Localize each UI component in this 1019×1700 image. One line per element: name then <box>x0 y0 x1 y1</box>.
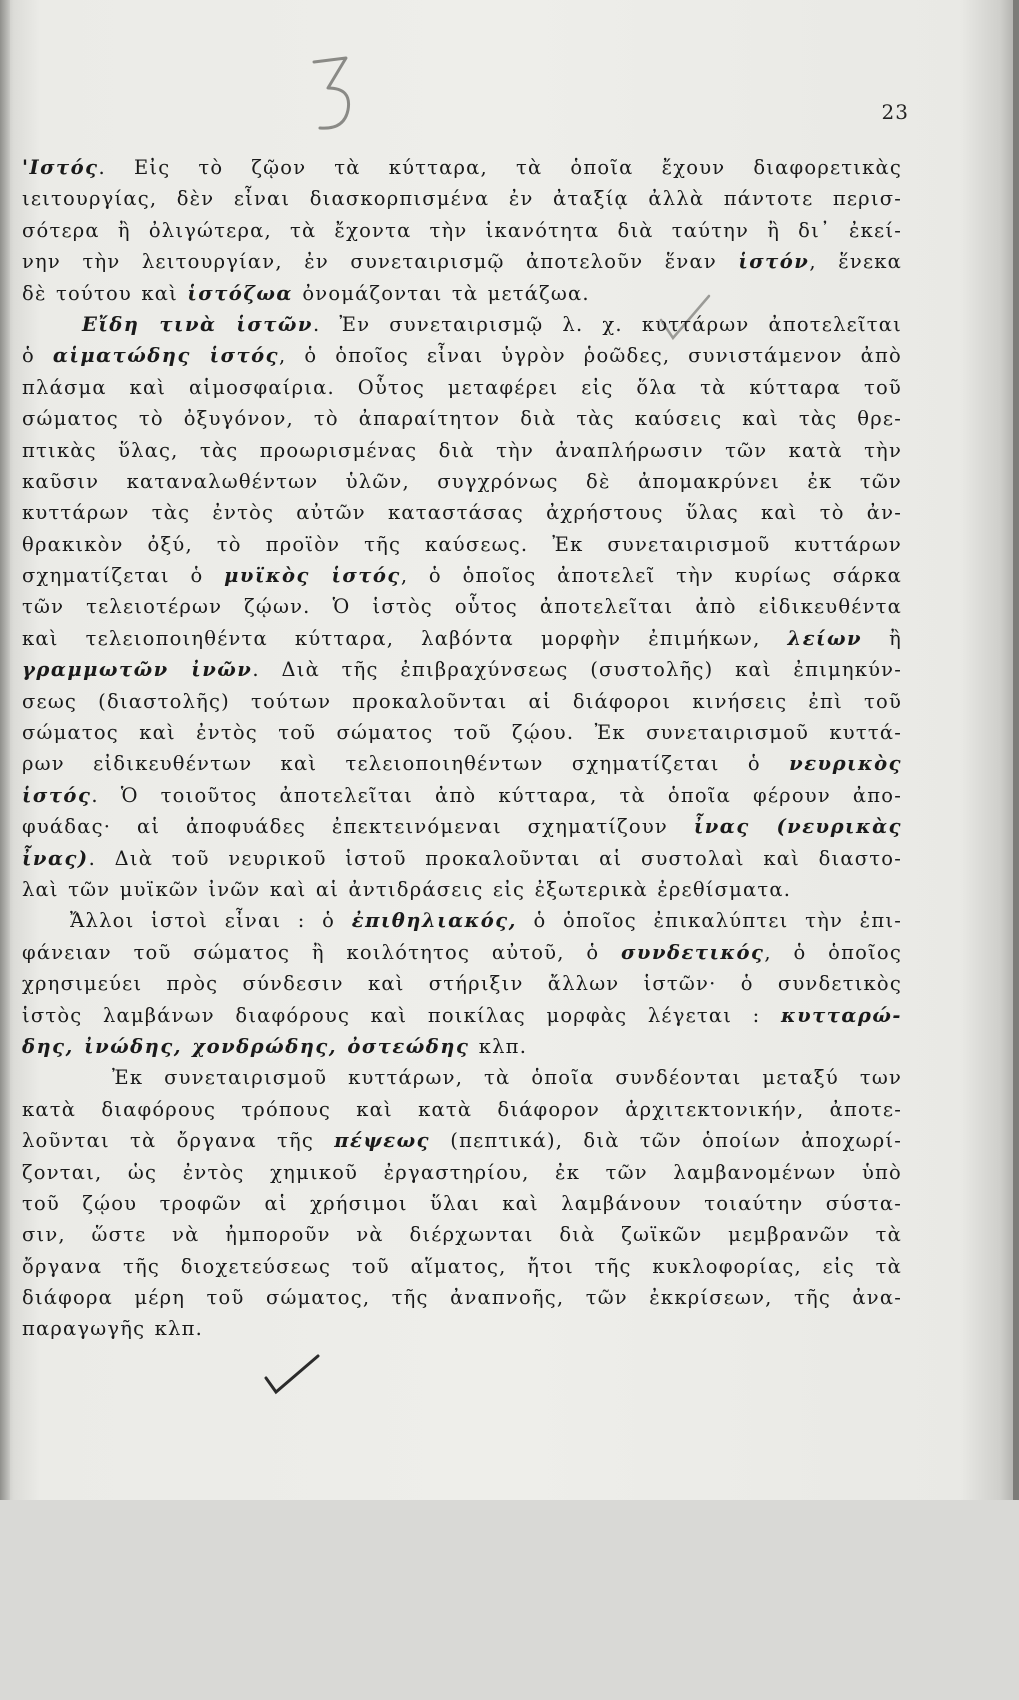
text-run: νην τὴν λειτουργίαν, ἐν συνεταιρισμῷ ἀποτελοῦν ἕναν <box>22 250 739 274</box>
text-run: ὁ <box>22 344 53 368</box>
text-line <box>22 215 902 246</box>
text-line <box>22 372 902 403</box>
text-line <box>22 686 902 717</box>
text-line <box>22 403 902 434</box>
text-line <box>22 1000 902 1031</box>
text-run: λαὶ τῶν μυϊκῶν ἰνῶν καὶ αἱ ἀντιδράσεις εἰς ἐξωτερικὰ ἐρεθίσματα. <box>22 877 792 901</box>
text-line <box>22 309 902 340</box>
emphasized-term: ἶνας (νευρικὰς <box>693 815 902 839</box>
text-run: ζονται, ὡς ἐντὸς χημικοῦ ἐργαστηρίου, ἐκ τῶν λαμβανομένων ὑπὸ <box>22 1160 902 1184</box>
text-line <box>22 340 902 371</box>
text-run: , ἕνεκα <box>809 250 902 274</box>
text-line <box>22 497 902 528</box>
text-line <box>22 968 902 999</box>
text-run: διάφορα μέρη τοῦ σώματος, τῆς ἀναπνοῆς, τῶν ἐκκρίσεων, τῆς ἀνα- <box>22 1286 902 1310</box>
text-line <box>22 466 902 497</box>
text-line <box>22 278 902 309</box>
emphasized-term: μυϊκὸς ἱστός <box>224 564 401 588</box>
emphasized-term: ἱστόζωα <box>187 281 293 305</box>
text-run: . Ἐν συνεταιρισμῷ λ. χ. κυττάρων ἀποτελεῖται <box>312 312 902 336</box>
text-line <box>22 623 902 654</box>
text-run: χρησιμεύει πρὸς σύνδεσιν καὶ στήριξιν ἄλλων ἱστῶν· ὁ συνδετικὸς <box>22 972 902 996</box>
text-run: ρων εἰδικευθέντων καὶ τελειοποιηθέντων σχηματίζεται ὁ <box>22 752 790 776</box>
checkmark-icon <box>262 1352 322 1398</box>
text-run: ὀνομάζονται τὰ μετάζωα. <box>292 281 590 305</box>
text-line <box>22 591 902 622</box>
text-run: σώματος τὸ ὀξυγόνον, τὸ ἀπαραίτητον διὰ τὰς καύσεις καὶ τὰς θρε- <box>22 407 902 431</box>
text-line <box>22 1062 902 1093</box>
emphasized-term: γραμμωτῶν ἰνῶν <box>22 658 253 682</box>
text-line <box>22 1125 902 1156</box>
emphasized-term: λείων <box>787 626 863 650</box>
emphasized-term: κυτταρώ- <box>780 1003 902 1027</box>
text-line <box>22 843 902 874</box>
emphasized-term: ἶνας) <box>22 846 89 870</box>
text-line <box>22 748 902 779</box>
text-run: θρακικὸν ὀξύ, τὸ προϊὸν τῆς καύσεως. Ἐκ συνεταιρισμοῦ κυττάρων <box>22 532 902 556</box>
text-run: φυάδας· αἱ ἀποφυάδες ἐπεκτεινόμεναι σχηματίζουν <box>22 815 694 839</box>
text-line <box>22 654 902 685</box>
text-run: . Διὰ τοῦ νευρικοῦ ἱστοῦ προκαλοῦνται αἱ συστολαὶ καὶ διαστο- <box>88 846 902 870</box>
page-number: 23 <box>881 100 909 124</box>
text-run: ἢ <box>862 626 902 650</box>
text-run: ἱστὸς λαμβάνων διαφόρους καὶ ποικίλας μορφὰς λέγεται : <box>22 1003 781 1027</box>
text-run: δὲ τούτου καὶ <box>22 281 188 305</box>
text-run: Ἐκ συνεταιρισμοῦ κυττάρων, τὰ ὁποῖα συνδέονται μεταξύ των <box>112 1066 902 1090</box>
emphasized-term: ἱστόν <box>738 250 810 274</box>
text-run: ὁ ὁποῖος ἐπικαλύπτει τὴν ἐπι- <box>516 909 902 933</box>
page-edge <box>1013 0 1019 1500</box>
text-run: πτικὰς ὕλας, τὰς προωρισμένας διὰ τὴν ἀναπλήρωσιν τῶν κατὰ τὴν <box>22 438 902 462</box>
text-line <box>22 435 902 466</box>
emphasized-term: Εἴδη τινὰ ἱστῶν <box>82 312 313 336</box>
text-line <box>22 717 902 748</box>
text-run: λοῦνται τὰ ὄργανα τῆς <box>22 1129 335 1153</box>
text-run: ιειτουργίας, δὲν εἶναι διασκορπισμένα ἐν ἀταξίᾳ ἀλλὰ πάντοτε περισ- <box>22 187 902 211</box>
emphasized-term: 'Ιστός <box>22 156 99 179</box>
text-run: . Ὁ τοιοῦτος ἀποτελεῖται ἀπὸ κύτταρα, τὰ ὁποῖα φέρουν ἀπο- <box>91 783 902 807</box>
emphasized-term: συνδετικός <box>621 940 765 964</box>
emphasized-term: πέψεως <box>334 1129 431 1153</box>
text-line <box>22 874 902 905</box>
text-run: φάνειαν τοῦ σώματος ἢ κοιλότητος αὐτοῦ, ὁ <box>22 940 622 964</box>
text-run: , ὁ ὁποῖος εἶναι ὑγρὸν ῥοῶδες, συνιστάμενον ἀπὸ <box>278 344 902 368</box>
text-run: σχηματίζεται ὁ <box>22 564 225 588</box>
text-run: κυττάρων τὰς ἐντὸς αὐτῶν καταστάσας ἀχρήστους ὕλας καὶ τὸ ἀν- <box>22 501 902 525</box>
emphasized-term: δης, ἰνώδης, χονδρώδης, ὀστεώδης <box>22 1034 470 1058</box>
emphasized-term: ἐπιθηλιακός, <box>351 909 517 933</box>
text-run: , ὁ ὁποῖος ἀποτελεῖ τὴν κυρίως σάρκα <box>400 564 902 588</box>
text-line <box>22 937 902 968</box>
text-line <box>22 1313 902 1344</box>
text-run: ὄργανα τῆς διοχετεύσεως τοῦ αἵματος, ἤτοι τῆς κυκλοφορίας, εἰς τὰ <box>22 1254 902 1278</box>
text-line <box>22 152 902 183</box>
binding-edge <box>0 0 10 1500</box>
pencil-margin-note <box>300 48 370 138</box>
checkmark-icon <box>258 1660 298 1700</box>
text-run: Ἄλλοι ἱστοὶ εἶναι : ὁ <box>70 909 352 933</box>
text-line <box>22 529 902 560</box>
text-run: κατὰ διαφόρους τρόπους καὶ κατὰ διάφορον ἀρχιτεκτονικήν, ἀποτε- <box>22 1097 902 1121</box>
body-text <box>22 152 902 1345</box>
text-run: κλπ. <box>469 1034 528 1058</box>
text-run: (πεπτικά), διὰ τῶν ὁποίων ἀποχωρί- <box>430 1129 902 1153</box>
text-run: παραγωγῆς κλπ. <box>22 1317 203 1341</box>
text-run: σώματος καὶ ἐντὸς τοῦ σώματος τοῦ ζῴου. Ἐκ συνεταιρισμοῦ κυττά- <box>22 721 902 745</box>
text-run: τοῦ ζῴου τροφῶν αἱ χρήσιμοι ὕλαι καὶ λαμβάνουν τοιαύτην σύστα- <box>22 1191 902 1215</box>
text-line <box>22 1188 902 1219</box>
text-run: τῶν τελειοτέρων ζῴων. Ὁ ἱστὸς οὗτος ἀποτελεῖται ἀπὸ εἰδικευθέντα <box>22 595 902 619</box>
text-line <box>22 780 902 811</box>
text-line <box>22 1094 902 1125</box>
text-run: σεως (διαστολῆς) τούτων προκαλοῦνται αἱ διάφοροι κινήσεις ἐπὶ τοῦ <box>22 689 902 713</box>
text-line <box>22 1219 902 1250</box>
text-line <box>22 1251 902 1282</box>
text-run: , ὁ ὁποῖος <box>764 940 902 964</box>
text-run: . Διὰ τῆς ἐπιβραχύνσεως (συστολῆς) καὶ ἐπιμηκύν- <box>252 658 902 682</box>
text-run: πλάσμα καὶ αἱμοσφαίρια. Οὗτος μεταφέρει εἰς ὅλα τὰ κύτταρα τοῦ <box>22 375 902 399</box>
emphasized-term: ἱστός <box>22 783 92 807</box>
text-line <box>22 246 902 277</box>
emphasized-term: αἱματώδης ἱστός <box>52 344 279 368</box>
text-run: σιν, ὥστε νὰ ἠμποροῦν νὰ διέρχωνται διὰ ζωϊκῶν μεμβρανῶν τὰ <box>22 1223 902 1247</box>
text-line <box>22 560 902 591</box>
emphasized-term: νευρικὸς <box>789 752 902 776</box>
text-run: καὶ τελειοποιηθέντα κύτταρα, λαβόντα μορφὴν ἐπιμήκων, <box>22 626 788 650</box>
text-line <box>22 1282 902 1313</box>
text-line <box>22 1157 902 1188</box>
text-run: σότερα ἢ ὀλιγώτερα, τὰ ἔχοντα τὴν ἱκανότητα διὰ ταύτην ἢ δι᾿ ἐκεί- <box>22 218 902 242</box>
text-line <box>22 1031 902 1062</box>
text-line <box>22 811 902 842</box>
text-run: . Εἰς τὸ ζῷον τὰ κύτταρα, τὰ ὁποῖα ἔχουν διαφορετικὰς <box>98 156 902 179</box>
text-run: καῦσιν καταναλωθέντων ὑλῶν, συγχρόνως δὲ ἀπομακρύνει ἐκ τῶν <box>22 469 902 493</box>
text-line <box>22 905 902 936</box>
text-line <box>22 183 902 214</box>
